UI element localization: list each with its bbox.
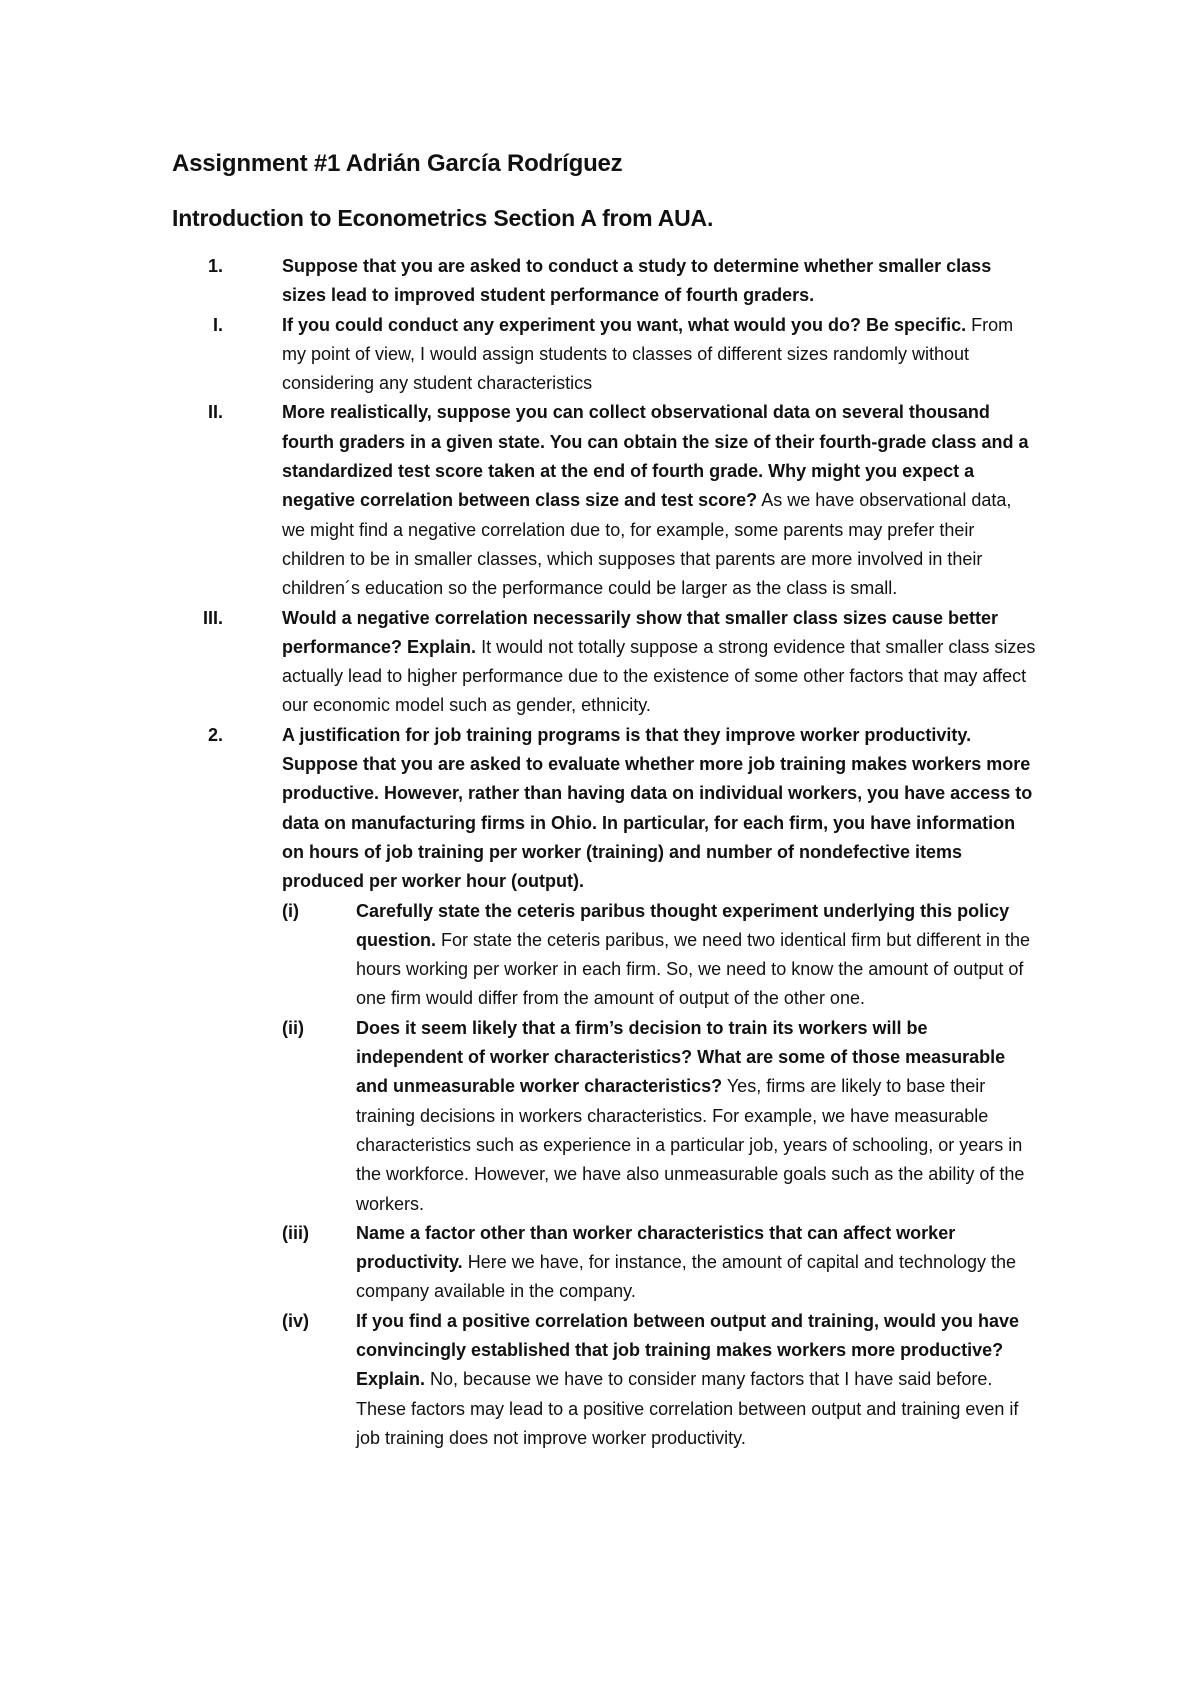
- subitem-number: (i): [282, 900, 299, 921]
- item-question: Would a negative correlation necessarily show that smaller class sizes cause better performance? Explain.: [282, 607, 998, 657]
- item-answer: It would not totally suppose a strong evidence that smaller class sizes actually lead to higher performance due to the existence of some other factors that may affect our economic model such as gender, ethnicity.: [282, 636, 1036, 716]
- item-question: Suppose that you are asked to conduct a study to determine whether smaller class sizes lead to improved student performance of fourth graders.: [282, 256, 992, 306]
- subquestion-item-i: [0, 897, 1037, 1014]
- subitem-number: (ii): [282, 1017, 304, 1038]
- item-question: A justification for job training programs is that they improve worker productivity. Suppose that you are asked to evaluate whether more job training makes workers more productive. However, rather than having data on individual workers, you have access to data on manufacturing firms in Ohio. In particular, for each firm, you have information on hours of job training per worker (training) and number of nondefective items produced per worker hour (output).: [282, 724, 1033, 892]
- item-question: If you could conduct any experiment you want, what would you do? Be specific.: [282, 314, 967, 335]
- subitem-question: Does it seem likely that a firm’s decision to train its workers will be independent of worker characteristics? What are some of those measurable and unmeasurable worker characteristics?: [356, 1017, 1006, 1097]
- item-question: More realistically, suppose you can collect observational data on several thousand fourth graders in a given state. You can obtain the size of their fourth-grade class and a standardized test score taken at the end of fourth grade. Why might you expect a negative correlation between class size and test score?: [282, 402, 1029, 511]
- subquestion-item-iii: [0, 1219, 1037, 1307]
- item-number: 2.: [207, 724, 223, 745]
- subitem-answer: For state the ceteris paribus, we need two identical firm but different in the hours working per worker in each firm. So, we need to know the amount of output of one firm would differ from the amount of output of the other one.: [356, 929, 1030, 1009]
- item-number: I.: [212, 314, 223, 335]
- subquestion-item-iv: [0, 1307, 1037, 1453]
- question-item-1: [0, 252, 1037, 311]
- question-item-I: [0, 311, 1037, 399]
- question-list: [0, 252, 1200, 1453]
- subitem-question: Carefully state the ceteris paribus thought experiment underlying this policy question.: [356, 900, 1010, 950]
- document-title: Assignment #1 Adrián García Rodríguez: [172, 150, 623, 177]
- subitem-question: Name a factor other than worker characteristics that can affect worker productivity.: [356, 1222, 956, 1273]
- item-answer: As we have observational data, we might find a negative correlation due to, for example, some parents may prefer their children to be in smaller classes, which supposes that parents are more involved in their children´s education so the performance could be larger as the class is small.: [282, 490, 1012, 599]
- item-number: II.: [207, 402, 223, 423]
- subitem-number: (iv): [282, 1310, 309, 1331]
- item-number: III.: [202, 607, 223, 628]
- question-item-II: [0, 398, 1037, 603]
- subitem-question: If you find a positive correlation between output and training, would you have convincingly established that job training makes workers more productive? Explain.: [356, 1310, 1020, 1390]
- document-subtitle: Introduction to Econometrics Section A from AUA.: [172, 205, 714, 231]
- question-item-2: [0, 721, 1037, 897]
- subitem-number: (iii): [282, 1222, 309, 1243]
- subitem-answer: No, because we have to consider many factors that I have said before. These factors may lead to a positive correlation between output and training even if job training does not improve worker productivity.: [356, 1369, 1019, 1448]
- subquestion-item-ii: [0, 1014, 1037, 1219]
- item-number: 1.: [207, 256, 223, 276]
- question-item-III: [0, 604, 1037, 721]
- subitem-answer: Yes, firms are likely to base their training decisions in workers characteristics. For example, we have measurable characteristics such as experience in a particular job, years of schooling, or years in the workforce. However, we have also unmeasurable goals such as the ability of the workers.: [356, 1076, 1025, 1214]
- subitem-answer: Here we have, for instance, the amount of capital and technology the company available in the company.: [356, 1252, 1017, 1302]
- item-answer: From my point of view, I would assign students to classes of different sizes randomly without considering any student characteristics: [282, 314, 1014, 394]
